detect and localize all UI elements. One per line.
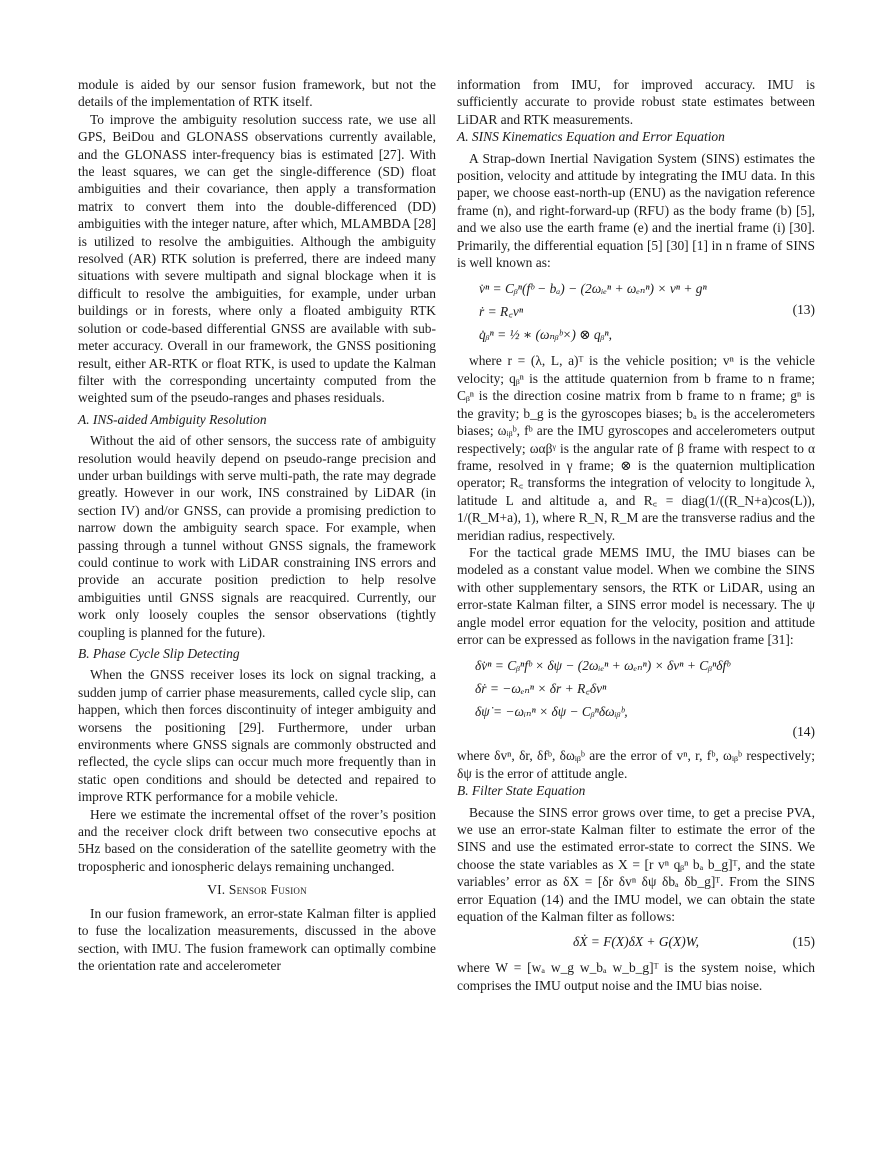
paragraph: When the GNSS receiver loses its lock on signal tracking, a sudden jump of carrier phase measurements, called cycle slip, can happen, which then forces discontinuity of integer ambiguity and worsens the positioning [29]. Furthermore, under urban environments where GNSS signals are commonly obstructed and reflected, the cycle slips can occur much more frequently than in static open conditions and should be detected and repaired to improve RTK performance for a mobile vehicle. bbox=[78, 667, 436, 805]
equation-line: δv̇ⁿ = Cᵦⁿfᵇ × δψ − (2ωᵢₑⁿ + ωₑₙⁿ) × δvⁿ + Cᵦⁿδfᵇ bbox=[475, 658, 730, 674]
equation-number: (14) bbox=[792, 724, 815, 740]
subsection-heading: B. Filter State Equation bbox=[457, 783, 586, 799]
equation-14 bbox=[457, 654, 815, 741]
equation-13 bbox=[457, 277, 815, 346]
section-title: Sensor Fusion bbox=[228, 882, 307, 898]
paragraph: A Strap-down Inertial Navigation System (SINS) estimates the position, velocity and attitude by integrating the IMU data. In this paper, we choose east-north-up (ENU) as the navigation reference frame (n), and right-forward-up (RFU) as the body frame (b) [5], and we also use the earth frame (e) and the inertial frame (i) [30]. Primarily, the differential equation [5] [30] [1] in n frame of SINS is well known as: bbox=[457, 150, 815, 271]
paragraph: where r = (λ, L, a)ᵀ is the vehicle position; vⁿ is the vehicle velocity; qᵦⁿ is the attitude quaternion from b frame to n frame; Cᵦⁿ is the direction cosine matrix from b frame to n frame; gⁿ is the gravity; b_g is the gyroscopes biases; bₐ is the accelerometers biases; ωᵢᵦᵇ, fᵇ are the IMU gyroscopes and accelerometers output respectively; ωαβᵞ is the angular rate of β frame with respect to α frame, resolved in γ frame; ⊗ is the quaternion multiplication operator; R꜀ transforms the integration of velocity to longitude λ, latitude L and altitude a, and R꜀ = diag(1/((R_N+a)cos(L)), 1/(R_M+a), 1), where R_N, R_M are the transverse radius and the meridian radius, respectively. bbox=[457, 353, 815, 543]
equation-number: (13) bbox=[792, 302, 815, 318]
paragraph: module is aided by our sensor fusion framework, but not the details of the implementation of RTK itself. bbox=[78, 77, 436, 110]
paragraph: where δvⁿ, δr, δfᵇ, δωᵢᵦᵇ are the error of vⁿ, r, fᵇ, ωᵢᵦᵇ respectively; δψ is the error of attitude angle. bbox=[457, 748, 815, 781]
equation-line: ṙ = R꜀vⁿ bbox=[479, 304, 524, 320]
paragraph: Because the SINS error grows over time, to get a precise PVA, we use an error-state Kalman filter to estimate the error of the SINS and use the estimated error-state to correct the SINS. We choose the state variables as X = [r vⁿ qᵦⁿ bₐ b_g]ᵀ, and the state variables’ error as δX = [δr δvⁿ δψ δbₐ δb_g]ᵀ. From the SINS error Equation (14) and the IMU model, we can obtain the state equation of the Kalman filter as follows: bbox=[457, 804, 815, 925]
paragraph: Here we estimate the incremental offset of the rover’s position and the receiver clock drift between two consecutive epochs at 5Hz based on the consideration of the satellite geometry with the tropospheric and ionospheric delays remaining unchanged. bbox=[78, 806, 436, 874]
subsection-heading: A. SINS Kinematics Equation and Error Equation bbox=[457, 129, 725, 145]
subsection-heading: B. Phase Cycle Slip Detecting bbox=[78, 646, 240, 661]
paragraph: Without the aid of other sensors, the success rate of ambiguity resolution would heavily depend on pseudo-range precision and under urban buildings with serve multi-path, the rate may degrade greatly. However in our work, INS constrained by LiDAR (in section IV) and/or GNSS, can provide a promising prediction to narrow down the ambiguity search space. For example, when passing through a tunnel without GNSS signals, the framework could continue to work with LiDAR constraining INS errors and provide an accurate position prediction to help resolve ambiguities until GNSS signals are reacquired. Currently, our work only loosely couples the sensor observations (tightly coupling is planned for the future). bbox=[78, 433, 436, 640]
equation-15 bbox=[457, 931, 815, 953]
right-column bbox=[457, 76, 815, 994]
equation-line: v̇ⁿ = Cᵦⁿ(fᵇ − bₐ) − (2ωᵢₑⁿ + ωₑₙⁿ) × vⁿ + gⁿ bbox=[479, 281, 707, 297]
section-number: VI. bbox=[207, 882, 229, 898]
paragraph: To improve the ambiguity resolution success rate, we use all GPS, BeiDou and GLONASS observations currently available, and the GLONASS inter-frequency bias is estimated [27]. With the least squares, we can get the single-difference (SD) float ambiguities and their covariance, then apply a transformation matrix to convert them into the double-differenced (DD) ambiguities with the integer nature, after which, MLAMBDA [28] is utilized to resolve the ambiguities. Although the ambiguity resolved (AR) RTK solution is preferred, there are indeed many situations with severe multipath and signal blockage when it is difficult to resolve the ambiguities, for example, under urban buildings or in forests, where only a floated ambiguity RTK solution or code-based differential GNSS are available with sub-meter accuracy. Overall in our framework, the GNSS positioning result, either AR-RTK or float RTK, is used to update the Kalman filter with the corresponding uncertainty computed from the weighted sum of the pseudo-ranges and phases residuals. bbox=[78, 111, 436, 406]
section-heading bbox=[78, 881, 436, 898]
equation-line: δṙ = −ωₑₙⁿ × δr + R꜀δvⁿ bbox=[475, 681, 607, 697]
equation-number: (15) bbox=[792, 934, 815, 950]
paragraph: information from IMU, for improved accuracy. IMU is sufficiently accurate to provide robust state estimates between LiDAR and RTK measurements. bbox=[457, 77, 815, 127]
paragraph: In our fusion framework, an error-state Kalman filter is applied to fuse the localization measurements, discussed in the above section, with IMU. The fusion framework can optimally combine the orientation rate and accelerometer bbox=[78, 905, 436, 973]
equation-line: q̇ᵦⁿ = ½ ∗ (ωₙᵦᵇ×) ⊗ qᵦⁿ, bbox=[479, 327, 612, 343]
paragraph: where W = [wₐ w_g w_bₐ w_b_g]ᵀ is the system noise, which comprises the IMU output noise and the IMU bias noise. bbox=[457, 960, 815, 993]
equation-line: δψ̇ = −ωᵢₙⁿ × δψ − Cᵦⁿδωᵢᵦᵇ, bbox=[475, 704, 628, 720]
left-column bbox=[78, 76, 436, 974]
paragraph: For the tactical grade MEMS IMU, the IMU biases can be modeled as a constant value model. When we combine the SINS with other supplementary sensors, the RTK or LiDAR, using an error-state Kalman filter, a SINS error model is necessary. The ψ angle model error equation for the velocity, position and attitude error can be expressed as follows in the navigation frame [31]: bbox=[457, 544, 815, 647]
equation-line: δẊ = F(X)δX + G(X)W, bbox=[572, 934, 700, 950]
subsection-heading: A. INS-aided Ambiguity Resolution bbox=[78, 411, 267, 427]
